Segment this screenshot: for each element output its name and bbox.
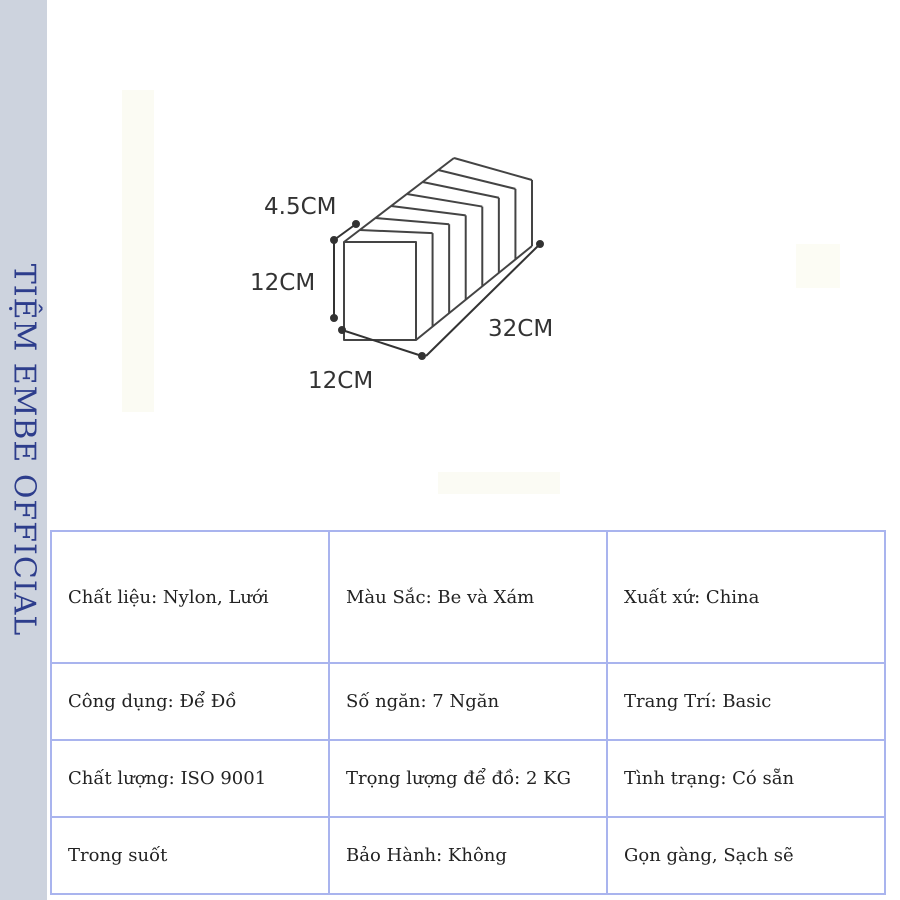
brand-watermark: TIỆM EMBE OFFICIAL [6,263,42,637]
spec-cell: Trong suốt [51,817,329,894]
dimension-endpoint [353,221,359,227]
product-spec-table [50,530,886,895]
spec-cell: Tình trạng: Có sẵn [607,740,885,817]
spec-cell: Xuất xứ: China [607,531,885,663]
spec-cell: Trang Trí: Basic [607,663,885,740]
background-smudge [122,90,154,412]
dimension-endpoint [339,327,345,333]
background-smudge [438,472,560,494]
spec-cell: Gọn gàng, Sạch sẽ [607,817,885,894]
spec-row [51,663,885,740]
dimension-label-length: 32CM [488,316,554,342]
divider-top-edge [407,194,482,207]
dimension-endpoint [419,353,425,359]
spec-row [51,817,885,894]
spec-cell: Chất liệu: Nylon, Lưới [51,531,329,663]
dimension-endpoint [537,241,543,247]
dimension-label-depth: 4.5CM [264,194,337,220]
spec-cell: Bảo Hành: Không [329,817,607,894]
divider-top-edge [375,218,449,224]
spec-cell: Số ngăn: 7 Ngăn [329,663,607,740]
dimension-endpoint [331,315,337,321]
box-front-panel [344,242,416,340]
dimension-label-height: 12CM [250,270,316,296]
spec-row [51,531,885,663]
divider-top-edge [391,206,466,215]
divider-top-edge [423,182,499,198]
dimension-label-width: 12CM [308,368,374,394]
depth-dimension-line [334,224,356,240]
spec-row [51,740,885,817]
spec-cell: Trọng lượng để đồ: 2 KG [329,740,607,817]
spec-cell: Chất lượng: ISO 9001 [51,740,329,817]
spec-cell: Màu Sắc: Be và Xám [329,531,607,663]
spec-cell: Công dụng: Để Đồ [51,663,329,740]
divider-top-edge [360,230,433,233]
background-smudge [796,244,840,288]
organizer-box-illustration [344,158,532,340]
